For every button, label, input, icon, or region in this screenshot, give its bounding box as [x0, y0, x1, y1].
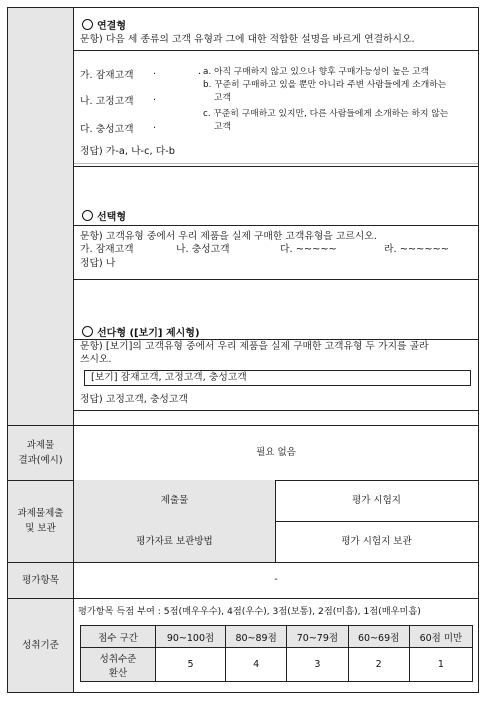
- circle-bullet-icon: [82, 326, 93, 337]
- submission-row2-value: 평가 시험지 보관: [341, 535, 412, 547]
- submission-label-cell: 과제물제출 및 보관: [8, 480, 74, 562]
- q1-left-dot: ·: [153, 123, 157, 134]
- result-value: 필요 없음: [256, 446, 296, 458]
- achievement-range: 70~79점: [287, 626, 348, 648]
- q1-right-item: 고객: [214, 93, 231, 103]
- achievement-level: 4: [226, 648, 287, 682]
- q2-title: 선택형: [82, 208, 126, 223]
- achievement-header-label: 점수 구간: [81, 626, 156, 648]
- q1-title: 연결형: [82, 17, 126, 32]
- evaluation-label-cell: 평가항목: [8, 562, 74, 598]
- q1-question: 문항) 다음 세 종류의 고객 유형과 그에 대한 적합한 설명을 바르게 연결하시오.: [80, 34, 415, 45]
- assessment-form: [7, 7, 479, 693]
- q3-title: 선다형 ([보기] 제시형): [82, 324, 200, 339]
- achievement-level: 3: [287, 648, 348, 682]
- q1-left-item: 다. 충성고객: [80, 124, 134, 135]
- q3-example-box: [84, 370, 471, 386]
- achievement-row-label: 성취수준 환산: [81, 648, 156, 682]
- achievement-level: 5: [156, 648, 226, 682]
- q1-right-item: c. 꾸준히 구매하고 있지만, 다른 사람들에게 소개하는 하지 않는: [203, 109, 449, 119]
- q2-option: 가. 잠재고객: [80, 244, 134, 255]
- questions-label-cell: [8, 8, 74, 425]
- q1-left-dot: ·: [153, 69, 157, 80]
- achievement-range: 60~69점: [348, 626, 409, 648]
- q1-right-dot: ·: [198, 69, 202, 80]
- q2-option: 라. ~~~~~~: [384, 244, 449, 255]
- q2-answer: 정답) 나: [80, 258, 116, 269]
- circle-bullet-icon: [82, 210, 93, 221]
- submission-row1-label: 제출물: [74, 480, 275, 521]
- q3-example: [보기] 잠재고객, 고정고객, 충성고객: [91, 372, 247, 383]
- q1-left-item: 나. 고정고객: [80, 96, 134, 107]
- achievement-table: [80, 625, 473, 682]
- achievement-level: 1: [409, 648, 472, 682]
- achievement-level: 2: [348, 648, 409, 682]
- evaluation-value: -: [274, 574, 278, 585]
- achievement-range: 60점 미만: [409, 626, 472, 648]
- q1-right-item: 고객: [214, 122, 231, 132]
- q1-right-item: b. 꾸준히 구매하고 있을 뿐만 아니라 주변 사람들에게 소개하는: [203, 80, 447, 90]
- submission-row2-label: 평가자료 보관방법: [74, 521, 275, 562]
- q1-right-item: a. 아직 구매하지 않고 있으나 향후 구매가능성이 높은 고객: [203, 67, 430, 77]
- q2-question: 문항) 고객유형 중에서 우리 제품을 실제 구매한 고객유형을 고르시오.: [80, 231, 377, 242]
- achievement-range: 90~100점: [156, 626, 226, 648]
- submission-row1-value: 평가 시험지: [352, 494, 401, 506]
- circle-bullet-icon: [82, 19, 93, 30]
- q1-left-item: 가. 잠재고객: [80, 70, 134, 81]
- q3-question-line2: 쓰시오.: [80, 354, 112, 365]
- achievement-desc: 평가항목 득점 부여 : 5점(매우우수), 4점(우수), 3점(보통), 2점(미흡), 1점(매우미흡): [78, 606, 421, 617]
- q1-answer: 정답) 가-a, 나-c, 다-b: [80, 146, 175, 157]
- q1-left-dot: ·: [153, 95, 157, 106]
- q3-answer: 정답) 고정고객, 충성고객: [80, 394, 188, 405]
- q2-option: 나. 충성고객: [176, 244, 230, 255]
- achievement-label-cell: 성취기준: [8, 598, 74, 692]
- result-label-cell: 과제물 결과(예시): [8, 425, 74, 480]
- q2-option: 다. ~~~~~: [280, 244, 337, 255]
- achievement-range: 80~89점: [226, 626, 287, 648]
- q3-question-line1: 문항) [보기]의 고객유형 중에서 우리 제품을 실제 구매한 고객유형 두 가지를 골라: [80, 341, 429, 352]
